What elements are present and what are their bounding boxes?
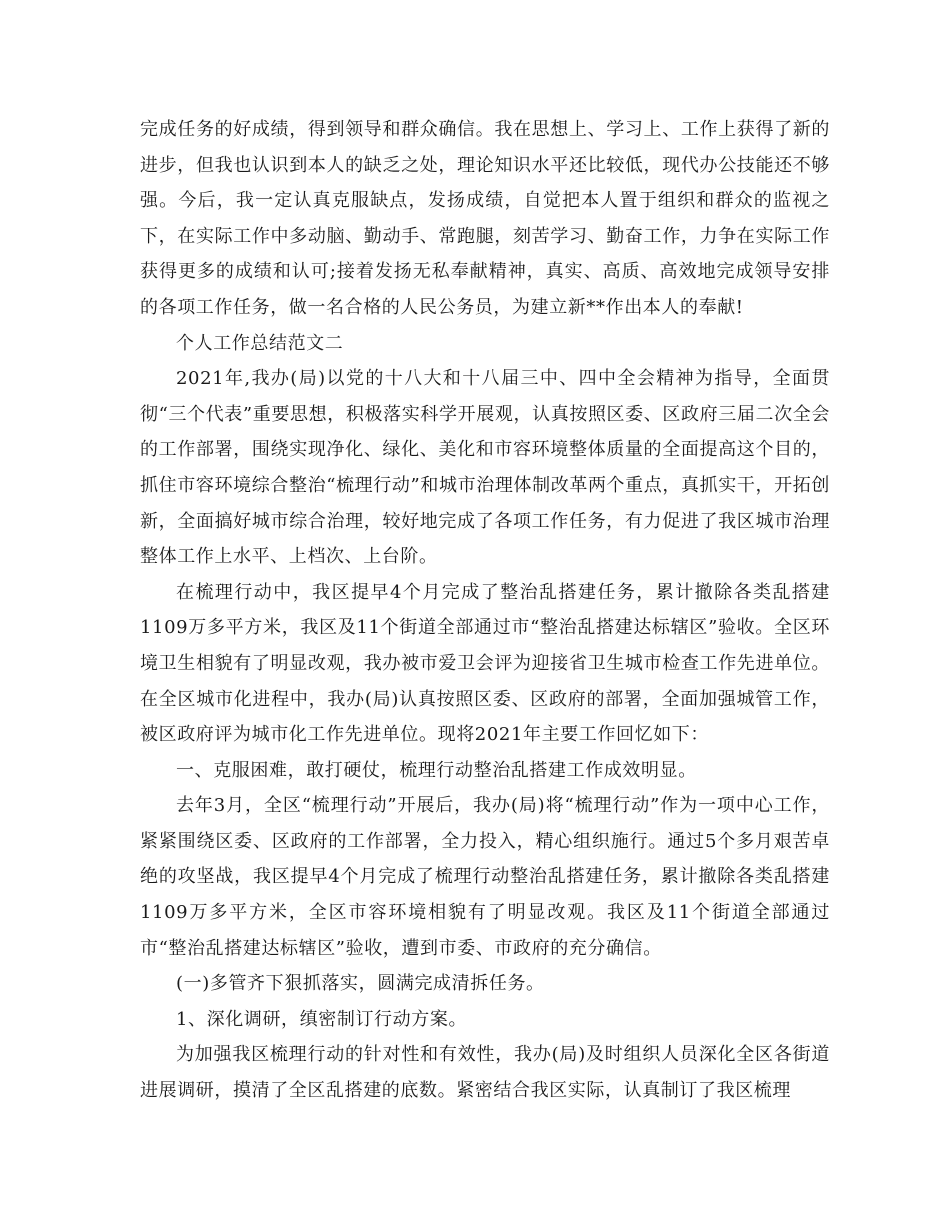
section-heading-one: 一、克服困难，敢打硬仗，梳理行动整治乱搭建工作成效明显。: [176, 759, 697, 781]
document-body: [140, 112, 830, 1109]
paragraph-cleanup-results: 在梳理行动中，我区提早4个月完成了整治乱搭建任务，累计撤除各类乱搭建1109万多平方米，我区及11个街道全部通过市“整治乱搭建达标辖区”验收。全区环境卫生相貌有了明显改观，我办被市爱卫会评为迎接省卫生城市检查工作先进单位。在全区城市化进程中，我办(局)认真按照区委、区政府的部署，全面加强城管工作，被区政府评为城市化工作先进单位。现将2021年主要工作回忆如下：: [140, 581, 830, 746]
paragraph-overview: 2021年,我办(局)以党的十八大和十八届三中、四中全会精神为指导，全面贯彻“三个代表”重要思想，积极落实科学开展观，认真按照区委、区政府三届二次全会的工作部署，围绕实现净化、绿化、美化和市容环境整体质量的全面提高这个目的，抓住市容环境综合整治“梳理行动”和城市治理体制改革两个重点，真抓实干，开拓创新，全面搞好城市综合治理，较好地完成了各项工作任务，有力促进了我区城市治理整体工作上水平、上档次、上台阶。: [140, 368, 830, 568]
paragraph-campaign-summary: 去年3月，全区“梳理行动”开展后，我办(局)将“梳理行动”作为一项中心工作，紧紧围绕区委、区政府的工作部署，全力投入，精心组织施行。通过5个多月艰苦卓绝的攻坚战，我区提早4个月完成了梳理行动整治乱搭建任务，累计撤除各类乱搭建1109万多平方米，全区市容环境相貌有了明显改观。我区及11个街道全部通过市“整治乱搭建达标辖区”验收，遭到市委、市政府的充分确信。: [140, 795, 830, 959]
item-heading-one: 1、深化调研，缜密制订行动方案。: [176, 1008, 468, 1030]
section-heading-example-two: 个人工作总结范文二: [176, 332, 344, 354]
paragraph-research-plan: 为加强我区梳理行动的针对性和有效性，我办(局)及时组织人员深化全区各街道进展调研，摸清了全区乱搭建的底数。紧密结合我区实际，认真制订了我区梳理: [140, 1044, 830, 1102]
paragraph-continued-text: 完成任务的好成绩，得到领导和群众确信。我在思想上、学习上、工作上获得了新的进步，但我也认识到本人的缺乏之处，理论知识水平还比较低，现代办公技能还不够强。今后，我一定认真克服缺点，发扬成绩，自觉把本人置于组织和群众的监视之下，在实际工作中多动脑、勤动手、常跑腿，刻苦学习、勤奋工作，力争在实际工作获得更多的成绩和认可;接着发扬无私奉献精神，真实、高质、高效地完成领导安排的各项工作任务，做一名合格的人民公务员，为建立新**作出本人的奉献!: [140, 119, 830, 318]
subsection-heading-one: (一)多管齐下狠抓落实，圆满完成清拆任务。: [176, 973, 545, 995]
